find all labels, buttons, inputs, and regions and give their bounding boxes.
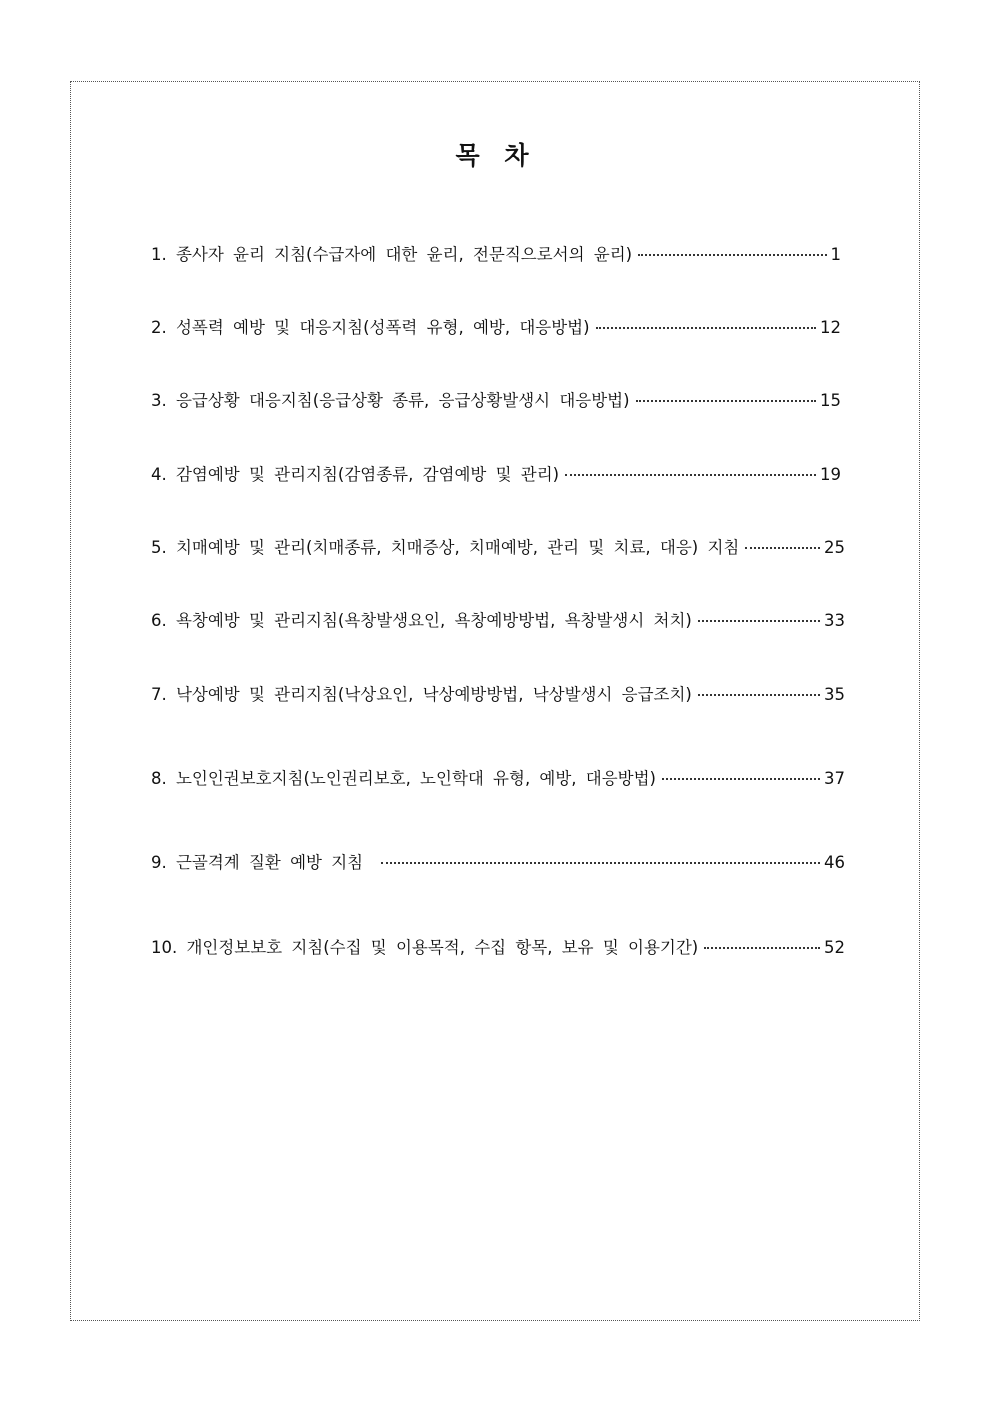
toc-entry[interactable]: [151, 937, 845, 959]
toc-entry-page: 46: [824, 853, 845, 872]
dot-leader: [381, 862, 820, 864]
dot-leader: [565, 474, 816, 476]
toc-entry[interactable]: [151, 537, 845, 559]
toc-entry-page: 12: [820, 318, 841, 337]
dot-leader: [698, 694, 820, 696]
toc-entry-label: 2. 성폭력 예방 및 대응지침(성폭력 유형, 예방, 대응방법): [151, 318, 590, 337]
toc-entry-label: 9. 근골격계 질환 예방 지침: [151, 853, 364, 872]
toc-entry-page: 15: [820, 391, 841, 410]
toc-entry-page: 35: [824, 685, 845, 704]
toc-title: 목 차: [455, 141, 537, 170]
toc-entry-page: 52: [824, 938, 845, 957]
dot-leader: [704, 947, 820, 949]
toc-entry-page: 19: [820, 465, 841, 484]
toc-entry-label: 3. 응급상황 대응지침(응급상황 종류, 응급상황발생시 대응방법): [151, 391, 630, 410]
toc-entry-label: 8. 노인인권보호지침(노인권리보호, 노인학대 유형, 예방, 대응방법): [151, 769, 656, 788]
dot-leader: [698, 620, 820, 622]
toc-entry-label: 5. 치매예방 및 관리(치매종류, 치매증상, 치매예방, 관리 및 치료, 대응) 지침: [151, 538, 740, 557]
toc-entry-page: 33: [824, 611, 845, 630]
toc-entry-label: 7. 낙상예방 및 관리지침(낙상요인, 낙상예방방법, 낙상발생시 응급조치): [151, 685, 692, 704]
toc-entry[interactable]: [151, 684, 845, 706]
toc-entry[interactable]: [151, 610, 845, 632]
dot-leader: [636, 400, 816, 402]
toc-entry[interactable]: [151, 390, 841, 412]
toc-entry-label: 10. 개인정보보호 지침(수집 및 이용목적, 수집 항목, 보유 및 이용기간): [151, 938, 699, 957]
toc-entry-page: 25: [824, 538, 845, 557]
toc-entry-page: 37: [824, 769, 845, 788]
toc-entry[interactable]: [151, 852, 845, 874]
dot-leader: [662, 778, 820, 780]
dot-leader: [638, 254, 826, 256]
toc-entry[interactable]: [151, 317, 841, 339]
toc-entry-page: 1: [830, 245, 841, 264]
toc-entry-label: 6. 욕창예방 및 관리지침(욕창발생요인, 욕창예방방법, 욕창발생시 처치): [151, 611, 692, 630]
toc-entry-label: 1. 종사자 윤리 지침(수급자에 대한 윤리, 전문직으로서의 윤리): [151, 245, 633, 264]
toc-entry[interactable]: [151, 768, 845, 790]
dot-leader: [745, 547, 820, 549]
dot-leader: [596, 327, 816, 329]
toc-entry[interactable]: [151, 464, 841, 486]
toc-entry-label: 4. 감염예방 및 관리지침(감염종류, 감염예방 및 관리): [151, 465, 560, 484]
toc-entry[interactable]: [151, 244, 841, 266]
